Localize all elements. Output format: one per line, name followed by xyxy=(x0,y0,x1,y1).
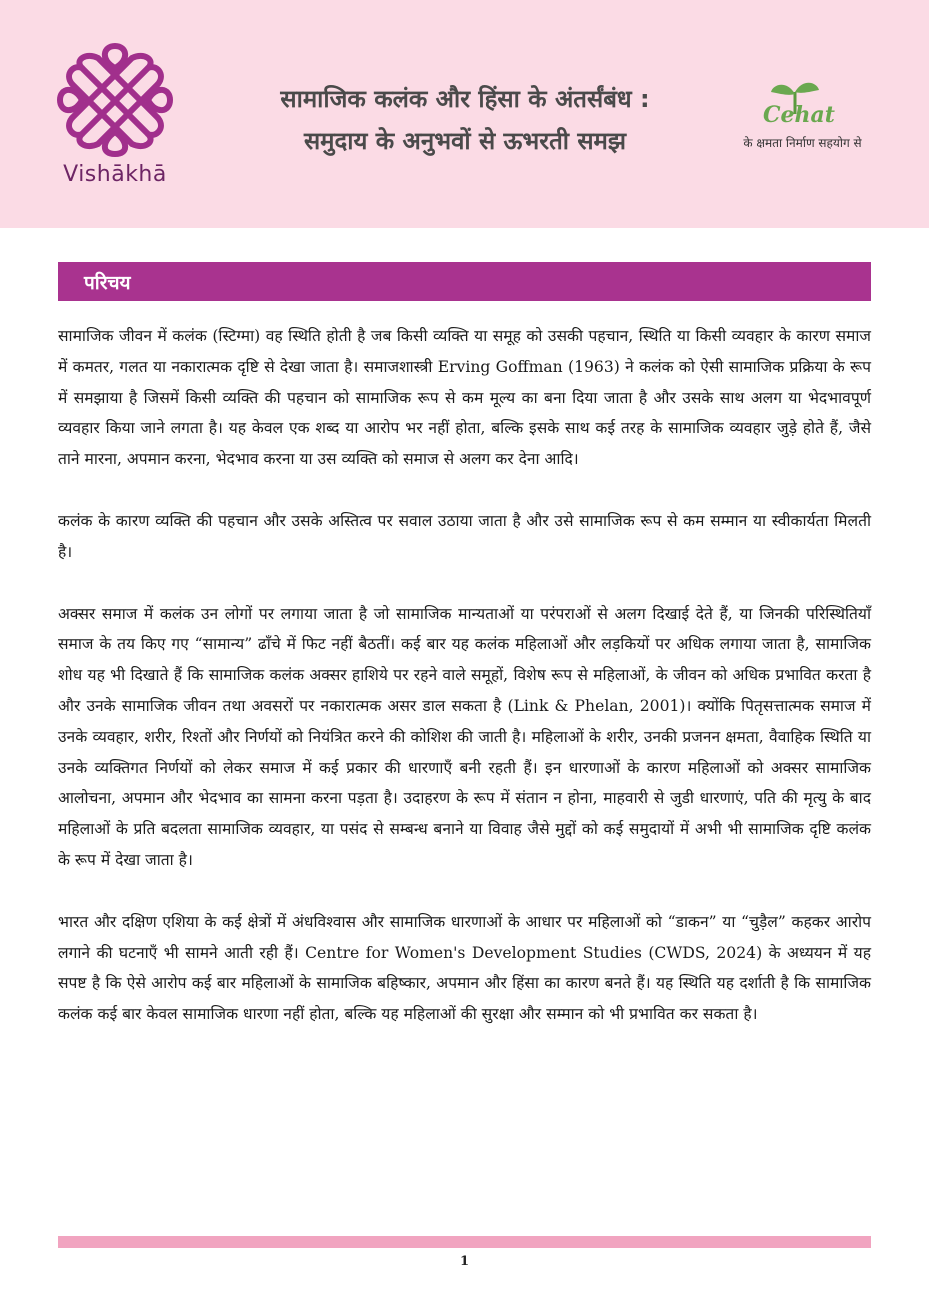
partner-logo xyxy=(715,78,905,158)
vishakha-logo xyxy=(52,38,182,198)
section-title: परिचय xyxy=(84,272,131,294)
title-line-1: सामाजिक कलंक और हिंसा के अंतर्संबंध : xyxy=(280,85,650,113)
paragraph-3: अक्सर समाज में कलंक उन लोगों पर लगाया जाता है जो सामाजिक मान्यताओं या परंपराओं से अलग दिखाई देते हैं, या जिनकी परिस्थितियाँ समाज के तय किए गए “सामान्य” ढाँचे में फिट नहीं बैठतीं। कई बार यह कलंक महिलाओं और लड़कियों पर अधिक लगाया जाता है, सामाजिक शोध यह भी दिखाते हैं कि सामाजिक कलंक अक्सर हाशिये पर रहने वाले समूहों, विशेष रूप से महिलाओं, के जीवन को अधिक प्रभावित करता है और उनके सामाजिक जीवन तथा अवसरों पर नकारात्मक असर डाल सकता है (Link & Phelan, 2001)। क्योंकि पितृसत्तात्मक समाज में उनके व्यवहार, शरीर, रिश्तों और निर्णयों को नियंत्रित करने की कोशिश की जाती है। महिलाओं के शरीर, उनकी प्रजनन क्षमता, वैवाहिक स्थिति या उनके व्यक्तिगत निर्णयों को लेकर समाज में कई प्रकार की धारणाएँ बनी रहती हैं। इन धारणाओं के कारण महिलाओं को अक्सर सामाजिक आलोचना, अपमान और भेदभाव का सामना करना पड़ता है। उदाहरण के रूप में संतान न होना, माहवारी से जुडी धारणाएं, पति की मृत्यु के बाद महिलाओं के प्रति बदलता सामाजिक व्यवहार, या पसंद से सम्बन्ध बनाने या विवाह जैसे मुद्दों को कई समुदायों में अभी भी सामाजिक दृष्टि कलंक के रूप में देखा जाता है। xyxy=(58,604,871,869)
partner-tagline: के क्षमता निर्माण सहयोग से xyxy=(743,136,862,150)
section-header-bar xyxy=(58,262,871,301)
partner-name: Cehat xyxy=(763,102,835,128)
paragraph-4: भारत और दक्षिण एशिया के कई क्षेत्रों में अंधविश्वास और सामाजिक धारणाओं के आधार पर महिलाओं को “डाकन” या “चुड़ैल” कहकर आरोप लगाने की घटनाएँ भी सामने आती रही हैं। Centre for Women's Development Studies (CWDS, 2024) के अध्ययन में यह सपष्ट है कि ऐसे आरोप कई बार महिलाओं के सामाजिक बहिष्कार, अपमान और हिंसा का कारण बनते हैं। यह स्थिति यह दर्शाती है कि सामाजिक कलंक कई बार केवल सामाजिक धारणा नहीं होता, बल्कि यह महिलाओं की सुरक्षा और सम्मान को भी प्रभावित कर सकता है। xyxy=(58,912,871,1024)
knot-pattern-icon xyxy=(52,38,178,162)
title-line-2: समुदाय के अनुभवों से ऊभरती समझ xyxy=(303,127,627,155)
paragraph-2: कलंक के कारण व्यक्ति की पहचान और उसके अस्तित्व पर सवाल उठाया जाता है और उसे सामाजिक रूप से कम सम्मान या स्वीकार्यता मिलती है। xyxy=(58,511,871,561)
logo-wordmark: Vishākhā xyxy=(63,162,167,187)
page-number: 1 xyxy=(459,1254,470,1269)
page-header xyxy=(0,0,929,228)
paragraph-1: सामाजिक जीवन में कलंक (स्टिग्मा) वह स्थिति होती है जब किसी व्यक्ति या समूह को उसकी पहचान, स्थिति या किसी व्यवहार के कारण समाज में कमतर, गलत या नकारात्मक दृष्टि से देखा जाता है। समाजशास्त्री Erving Goffman (1963) ने कलंक को ऐसी सामाजिक प्रक्रिया के रूप में समझाया है जिसमें किसी व्यक्ति की पहचान को सामाजिक रूप से कम मूल्य का बना दिया जाता है और उसके साथ अलग या भेदभावपूर्ण व्यवहार किया जाने लगता है। यह केवल एक शब्द या आरोप भर नहीं होता, बल्कि इसके साथ कई तरह के सामाजिक व्यवहार जुड़े होते हैं, जैसे ताने मारना, अपमान करना, भेदभाव करना या उस व्यक्ति को समाज से अलग कर देना आदि। xyxy=(58,327,871,469)
document-title xyxy=(205,78,725,162)
body-content xyxy=(58,321,871,1061)
footer-bar xyxy=(58,1236,871,1248)
